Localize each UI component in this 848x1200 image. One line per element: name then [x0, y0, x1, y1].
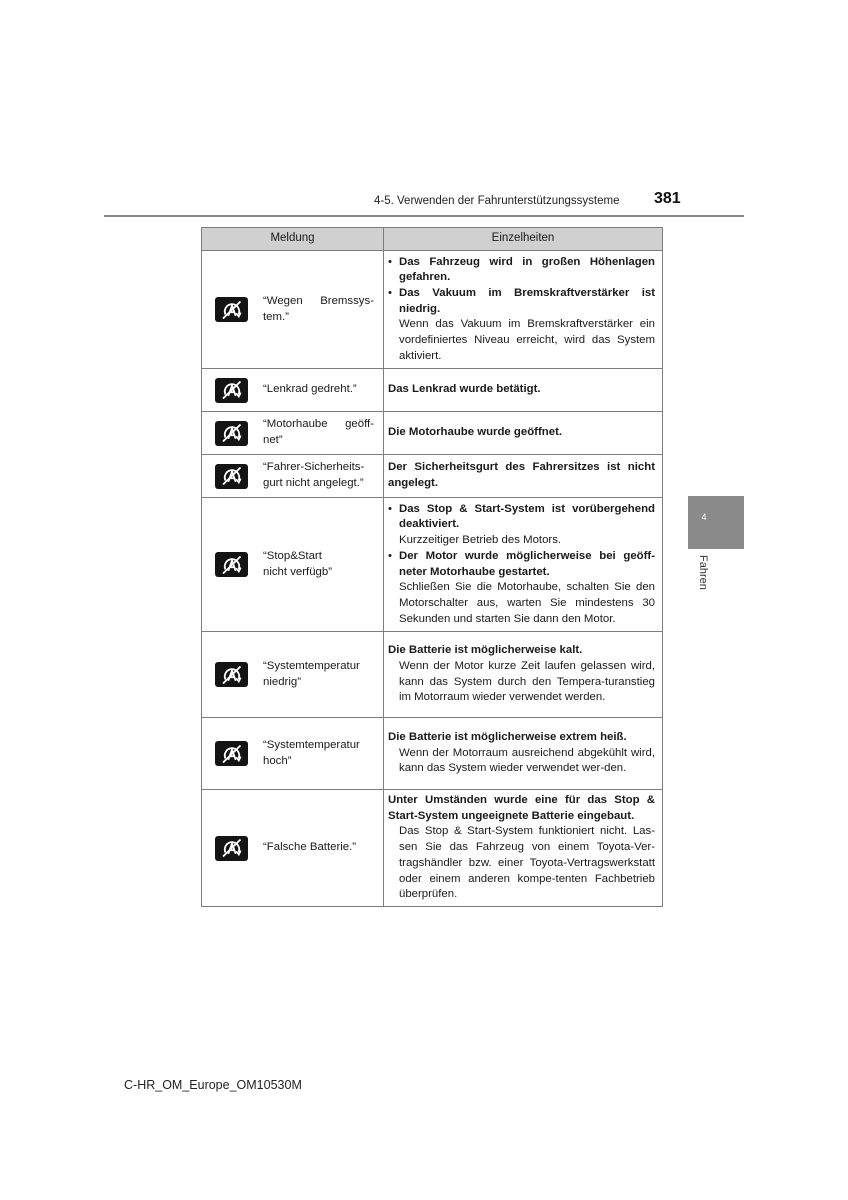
message-table — [201, 227, 663, 907]
detail-note: Wenn der Motor kurze Zeit laufen gelassen wird, kann das System durch den Tempera-turanstieg im Motorraum wieder verwendet werden. — [399, 659, 655, 704]
message-cell — [202, 632, 384, 718]
header-divider — [104, 215, 744, 217]
table-row — [202, 369, 663, 412]
table-row — [202, 498, 663, 632]
stop-start-indicator-icon — [215, 378, 248, 403]
detail-bullet: Das Fahrzeug wird in großen Höhenlagen gefahren. — [399, 255, 655, 284]
stop-start-indicator-icon — [215, 297, 248, 322]
table-header-row — [202, 228, 663, 251]
detail-note: Kurzzeitiger Betrieb des Motors. — [399, 534, 562, 547]
detail-bullet: Das Stop & Start-System ist vorübergehend deaktiviert. — [399, 502, 655, 531]
message-line: nicht verfügb” — [263, 565, 333, 578]
detail-text: Das Lenkrad wurde betätigt. — [388, 383, 541, 396]
stop-start-indicator-icon — [215, 741, 248, 766]
page-number: 381 — [654, 190, 681, 207]
details-cell — [384, 632, 663, 718]
details-cell: • Das Stop & Start-System ist vorübergehend deaktiviert. Kurzzeitiger Betrieb des Motors. • Der Motor wurde möglicherweise bei geöff-neter Motorhaube gestartet. Schließen Sie die Motorhaube, schalten Sie den Motorschalter aus, warten Sie mindestens 30 Sekunden und starten Sie dann den Motor. — [384, 498, 663, 632]
chapter-label: Fahren — [697, 555, 709, 590]
table-row — [202, 412, 663, 455]
stop-start-indicator-icon — [215, 421, 248, 446]
message-text: “Systemtemperatur niedrig” — [263, 659, 360, 688]
table-row — [202, 632, 663, 718]
header-details: Einzelheiten — [384, 228, 663, 251]
message-text: “Lenkrad gedreht.” — [263, 383, 357, 396]
table-row — [202, 251, 663, 369]
message-line: “Stop&Start — [263, 549, 322, 562]
chapter-number: 4 — [701, 512, 707, 522]
stop-start-indicator-icon — [215, 662, 248, 687]
table-row — [202, 790, 663, 907]
message-cell — [202, 790, 384, 907]
table-row — [202, 718, 663, 790]
detail-text: Der Sicherheitsgurt des Fahrersitzes ist nicht angelegt. — [388, 461, 655, 489]
detail-heading: Unter Umständen wurde eine für das Stop & Start-System ungeeignete Batterie eingebaut. — [388, 794, 655, 822]
detail-heading: Die Batterie ist möglicherweise kalt. — [388, 644, 583, 657]
details-cell — [384, 790, 663, 907]
detail-heading: Die Batterie ist möglicherweise extrem heiß. — [388, 730, 627, 743]
details-cell — [384, 369, 663, 412]
message-cell — [202, 718, 384, 790]
detail-note: Wenn das Vakuum im Bremskraftverstärker ein vordefiniertes Niveau erreicht, wird das System aktiviert. — [399, 318, 655, 362]
message-cell — [202, 369, 384, 412]
message-text: “Systemtemperatur hoch” — [263, 738, 360, 767]
running-header-section: 4-5. Verwenden der Fahrunterstützungssysteme — [374, 195, 620, 207]
details-cell: • Das Fahrzeug wird in großen Höhenlagen gefahren. • Das Vakuum im Bremskraftverstärker ist niedrig. Wenn das Vakuum im Bremskraftverstärker ein vordefiniertes Niveau erreicht, wird das System aktiviert. — [384, 251, 663, 369]
details-cell — [384, 455, 663, 498]
details-cell — [384, 718, 663, 790]
table-row — [202, 455, 663, 498]
stop-start-indicator-icon — [215, 836, 248, 861]
stop-start-indicator-icon — [215, 552, 248, 577]
message-cell — [202, 412, 384, 455]
document-code: C-HR_OM_Europe_OM10530M — [124, 1078, 302, 1092]
stop-start-indicator-icon — [215, 464, 248, 489]
detail-bullet: Der Motor wurde möglicherweise bei geöff-neter Motorhaube gestartet. — [399, 549, 655, 578]
message-cell — [202, 251, 384, 369]
detail-note: Wenn der Motorraum ausreichend abgekühlt wird, kann das System wieder verwendet wer-den. — [399, 746, 655, 775]
header-message: Meldung — [202, 228, 384, 251]
chapter-tab — [688, 496, 744, 549]
details-cell — [384, 412, 663, 455]
message-text — [263, 549, 382, 580]
message-text: “Wegen Bremssys-tem.” — [263, 294, 374, 323]
message-cell — [202, 498, 384, 632]
detail-text: Die Motorhaube wurde geöffnet. — [388, 426, 563, 439]
message-cell — [202, 455, 384, 498]
message-text: “Fahrer-Sicherheits-gurt nicht angelegt.” — [263, 461, 365, 489]
message-text: “Falsche Batterie.” — [263, 841, 357, 854]
detail-bullet: Das Vakuum im Bremskraftverstärker ist niedrig. — [399, 286, 655, 315]
detail-note: Das Stop & Start-System funktioniert nicht. Las-sen Sie das Fahrzeug von einem Toyota-Ver-tragshändler bzw. einer Toyota-Vertragswerkstatt oder einem anderen kompe-tenten Fachbetrieb überprüfen. — [399, 825, 655, 901]
detail-note: Schließen Sie die Motorhaube, schalten Sie den Motorschalter aus, warten Sie mindestens 30 Sekunden und starten Sie dann den Motor. — [399, 581, 655, 625]
message-text: “Motorhaube geöff-net” — [263, 418, 374, 446]
